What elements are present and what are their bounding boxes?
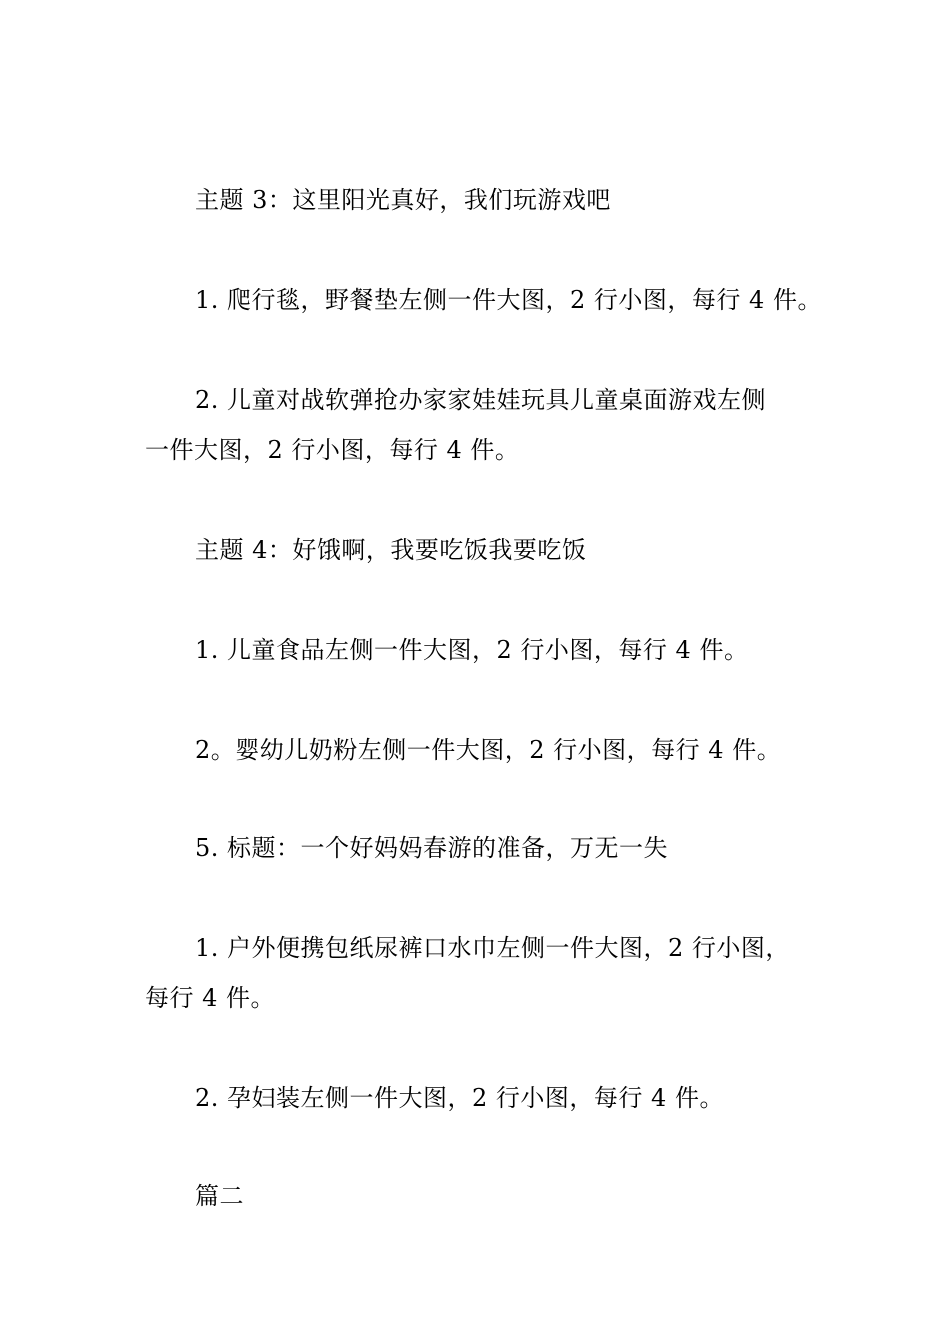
theme5-item-1-line-1: 1. 户外便携包纸尿裤口水巾左侧一件大图，2 行小图， (195, 934, 790, 962)
theme3-item-1: 1. 爬行毯，野餐垫左侧一件大图，2 行小图，每行 4 件。 (195, 286, 822, 314)
theme5-heading: 5. 标题：一个好妈妈春游的准备，万无一失 (195, 834, 669, 862)
theme3-item-2-line-1: 2. 儿童对战软弹抢办家家娃娃玩具儿童桌面游戏左侧 (195, 386, 767, 414)
section-label: 篇二 (195, 1182, 244, 1210)
theme3-heading: 主题 3：这里阳光真好，我们玩游戏吧 (195, 186, 611, 214)
theme3-item-2-line-2: 一件大图，2 行小图，每行 4 件。 (145, 436, 520, 464)
theme4-item-1: 1. 儿童食品左侧一件大图，2 行小图，每行 4 件。 (195, 636, 749, 664)
theme5-item-1-line-2: 每行 4 件。 (145, 984, 276, 1012)
theme4-heading: 主题 4：好饿啊，我要吃饭我要吃饭 (195, 536, 587, 564)
theme4-item-2: 2。婴幼儿奶粉左侧一件大图，2 行小图，每行 4 件。 (195, 736, 782, 764)
theme5-item-2: 2. 孕妇装左侧一件大图，2 行小图，每行 4 件。 (195, 1084, 724, 1112)
